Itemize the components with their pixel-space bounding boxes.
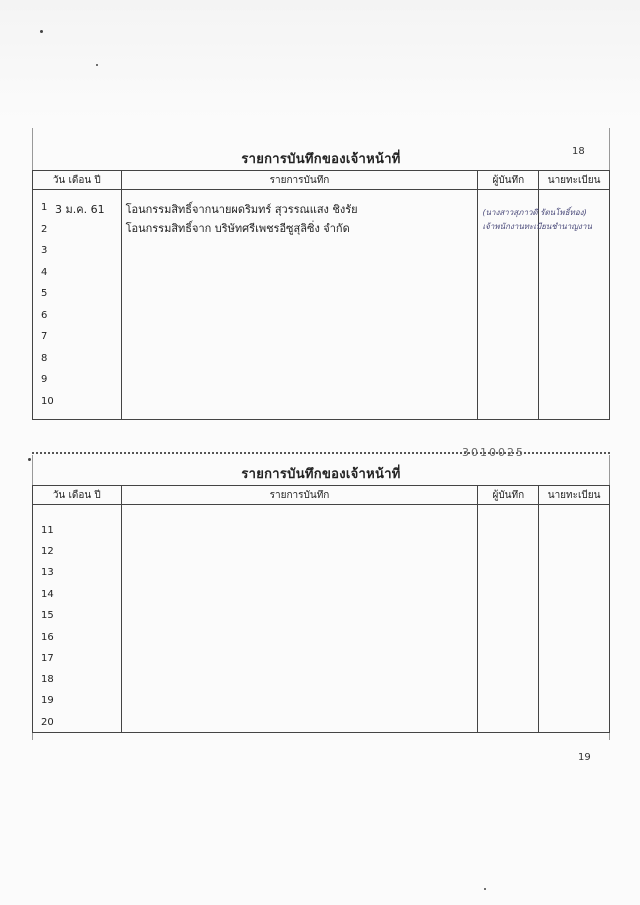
- entry-column: [121, 505, 478, 733]
- entry-text: โอนกรรมสิทธิ์จาก บริษัทศรีเพชรอีซูสุลิซิ่ง จำกัด: [125, 222, 350, 235]
- header-recorder: ผู้บันทึก: [478, 486, 539, 505]
- header-date: วัน เดือน ปี: [33, 171, 122, 190]
- recorder-stamp: เจ้าพนักงานทะเบียนชำนาญงาน: [482, 222, 592, 231]
- entry-text: โอนกรรมสิทธิ์จากนายผดริมทร์ สุวรรณแสง ชิงรัย: [125, 203, 358, 216]
- recorder-column: [478, 505, 539, 733]
- row-number: 6: [41, 310, 48, 321]
- header-date: วัน เดือน ปี: [33, 486, 122, 505]
- row-number: 8: [41, 353, 48, 364]
- ledger-table: [32, 170, 610, 420]
- row-number: 19: [41, 695, 54, 706]
- scan-speck: [96, 64, 98, 66]
- recorder-column: [478, 190, 592, 420]
- row-number: 18: [41, 674, 54, 685]
- row-number: 13: [41, 567, 54, 578]
- row-number: 17: [41, 653, 54, 664]
- scan-speck: [28, 458, 31, 461]
- row-number: 9: [41, 374, 48, 385]
- row-number: 16: [41, 632, 54, 643]
- row-number: 3: [41, 245, 48, 256]
- scan-background: [0, 0, 640, 120]
- row-number: 7: [41, 331, 48, 342]
- row-number: 2: [41, 224, 48, 235]
- scan-speck: [484, 888, 486, 890]
- row-number: 10: [41, 396, 54, 407]
- date-column: [33, 505, 122, 733]
- page-number: 19: [578, 752, 591, 763]
- row-number: 15: [41, 610, 54, 621]
- sheet-title: รายการบันทึกของเจ้าหน้าที่: [241, 152, 401, 167]
- row-number: 5: [41, 288, 48, 299]
- row-number: 20: [41, 717, 54, 728]
- sheet-title: รายการบันทึกของเจ้าหน้าที่: [241, 467, 401, 482]
- ledger-page-top: [32, 128, 610, 420]
- header-registrar: นายทะเบียน: [539, 171, 610, 190]
- page-number: 18: [572, 146, 585, 157]
- entry-date: 3 ม.ค. 61: [55, 203, 105, 216]
- header-recorder: ผู้บันทึก: [478, 171, 539, 190]
- date-column: [33, 190, 122, 420]
- row-number: 14: [41, 589, 54, 600]
- header-registrar: นายทะเบียน: [539, 486, 610, 505]
- row-number: 12: [41, 546, 54, 557]
- scan-speck: [40, 30, 43, 33]
- header-entry: รายการบันทึก: [121, 171, 478, 190]
- recorder-stamp: (นางสาวสุภาวดี รัตนโพธิ์ทอง): [482, 208, 587, 217]
- separator-code: 3010025: [462, 446, 525, 459]
- row-number: 4: [41, 267, 48, 278]
- ledger-table: [32, 485, 610, 733]
- header-entry: รายการบันทึก: [121, 486, 478, 505]
- row-number: 11: [41, 525, 54, 536]
- row-number: 1: [41, 202, 48, 213]
- entry-column: [121, 190, 478, 420]
- ledger-page-bottom: [32, 455, 610, 740]
- registrar-column: [539, 505, 610, 733]
